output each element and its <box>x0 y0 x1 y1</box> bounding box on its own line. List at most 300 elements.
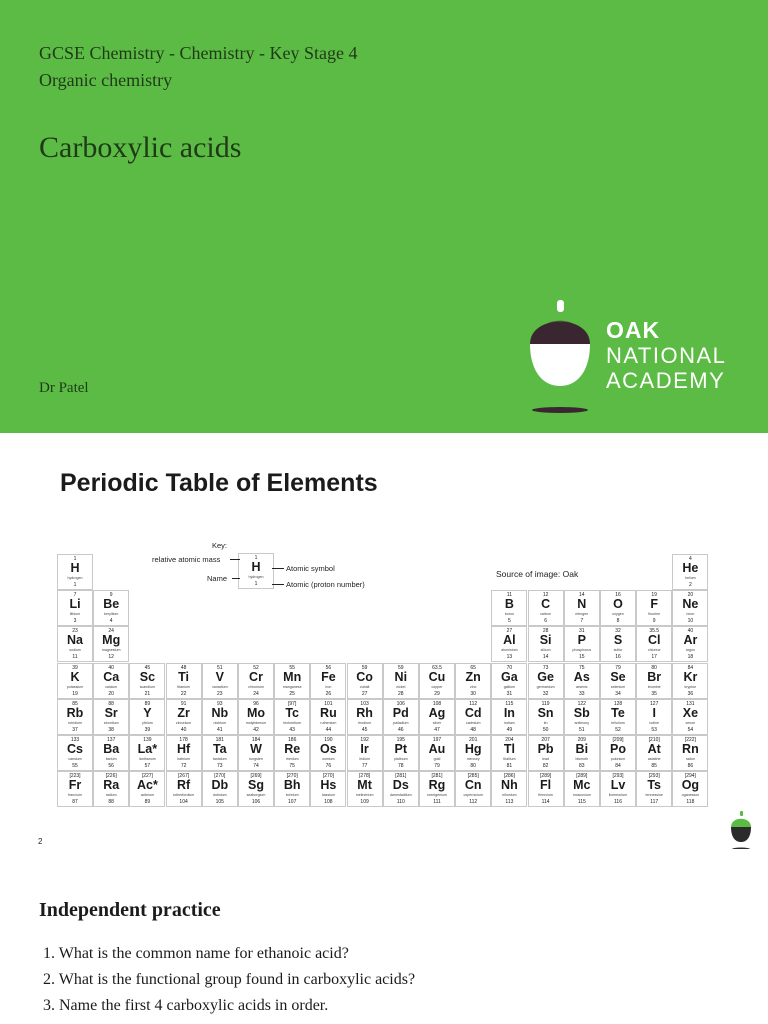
element-name: titanium <box>177 684 190 689</box>
course-label: GCSE Chemistry - Chemistry - Key Stage 4 <box>39 43 358 63</box>
element-name: antimony <box>574 720 590 725</box>
element-name: gold <box>433 757 441 761</box>
element-symbol: B <box>504 597 514 612</box>
element-number: 1 <box>73 582 77 588</box>
element-mass: 40 <box>108 664 114 671</box>
element-mass: [293] <box>648 773 660 780</box>
key-arrow-mass <box>230 559 240 560</box>
element-symbol: Sg <box>248 778 264 793</box>
element-mass: 28 <box>542 628 549 635</box>
logo-word-academy: ACADEMY <box>606 368 726 393</box>
element-name: mercury <box>466 757 480 761</box>
element-name: carbon <box>540 612 552 617</box>
element-symbol: Ni <box>394 669 408 684</box>
element-name: cobalt <box>359 684 370 689</box>
element-symbol: Cl <box>647 633 661 648</box>
element-symbol: Mg <box>102 633 121 648</box>
element-symbol: Ti <box>178 669 190 684</box>
element-mass: 11 <box>506 592 512 599</box>
element-cell <box>93 771 129 807</box>
element-symbol: Nb <box>211 705 229 720</box>
element-symbol: At <box>647 742 661 756</box>
element-mass: 59 <box>398 664 404 671</box>
element-name: molybdenum <box>245 720 267 725</box>
element-name: scandium <box>139 684 156 689</box>
element-cell <box>528 735 564 771</box>
element-mass: [210] <box>648 737 660 743</box>
element-cell <box>310 699 346 735</box>
element-number: 114 <box>541 799 550 806</box>
element-symbol: Fl <box>540 778 552 793</box>
element-name: lead <box>542 757 549 761</box>
element-cell <box>129 735 165 771</box>
element-cell <box>238 735 274 771</box>
element-symbol: Hg <box>464 742 482 756</box>
element-number: 75 <box>289 763 295 769</box>
element-mass: 128 <box>613 700 623 707</box>
element-name: silicon <box>540 648 551 653</box>
element-name: aluminium <box>501 648 518 653</box>
element-number: 10 <box>687 618 694 625</box>
element-cell <box>636 735 672 771</box>
image-source: Source of image: Oak <box>496 569 579 579</box>
element-cell <box>93 699 129 735</box>
element-symbol: Sr <box>104 705 118 720</box>
element-cell <box>600 626 636 662</box>
element-name: chlorine <box>647 648 661 653</box>
element-name: potassium <box>66 684 84 689</box>
element-number: 17 <box>651 654 657 661</box>
element-name: astatine <box>647 757 661 761</box>
element-name: selenium <box>610 684 626 689</box>
element-cell <box>564 663 600 699</box>
element-name: xenon <box>685 720 696 725</box>
element-number: 117 <box>650 799 659 806</box>
element-name: radon <box>685 757 695 761</box>
element-symbol: Mc <box>573 778 591 793</box>
key-example-cell <box>238 553 274 589</box>
element-name: copper <box>431 684 443 689</box>
element-number: 115 <box>577 799 586 806</box>
element-symbol: In <box>503 705 515 720</box>
element-symbol: Ca <box>103 669 120 684</box>
element-name: indium <box>504 720 515 725</box>
acorn-icon <box>528 300 592 414</box>
element-mass: 186 <box>288 737 297 743</box>
element-number: 50 <box>542 726 549 733</box>
element-number: 8 <box>616 618 620 625</box>
element-mass: 192 <box>360 737 369 743</box>
element-cell <box>528 626 564 662</box>
element-cell <box>564 735 600 771</box>
element-cell <box>672 699 708 735</box>
element-name: nihonium <box>502 793 517 798</box>
element-cell <box>672 663 708 699</box>
element-number: 29 <box>434 690 440 697</box>
element-mass: 80 <box>651 664 657 671</box>
element-name: francium <box>68 793 82 798</box>
element-name: tellurium <box>611 720 625 725</box>
element-number: 40 <box>180 726 187 733</box>
element-mass: 139 <box>143 737 152 743</box>
practice-heading: Independent practice <box>39 899 221 921</box>
element-symbol: Nh <box>501 778 518 793</box>
element-name: beryllium <box>103 612 119 617</box>
element-number: 32 <box>542 690 549 697</box>
element-cell <box>383 663 419 699</box>
element-mass: 207 <box>541 737 550 743</box>
element-number: 53 <box>651 726 657 733</box>
element-cell <box>166 735 202 771</box>
element-mass: [269] <box>250 773 262 780</box>
element-symbol: Db <box>211 778 229 793</box>
element-cell <box>600 699 636 735</box>
element-name: helium <box>685 576 696 580</box>
element-mass: [286] <box>503 773 515 780</box>
element-cell <box>672 735 708 771</box>
element-number: 57 <box>144 763 151 769</box>
element-symbol: V <box>215 669 224 684</box>
element-symbol: Sb <box>573 705 590 720</box>
element-cell <box>383 699 419 735</box>
element-number: 86 <box>687 763 694 769</box>
element-symbol: Fe <box>321 669 336 684</box>
element-mass: 85 <box>72 700 78 707</box>
element-mass: 16 <box>615 592 621 599</box>
element-name: iron <box>325 684 332 689</box>
element-mass: 20 <box>687 592 694 599</box>
element-name: arsenic <box>576 684 588 689</box>
element-mass: 73 <box>542 664 549 671</box>
element-symbol: Ba <box>103 742 120 756</box>
element-cell <box>455 699 491 735</box>
element-symbol: Ag <box>428 705 446 720</box>
element-number: 6 <box>544 618 547 625</box>
element-name: platinum <box>394 757 408 761</box>
element-name: actinium <box>140 793 155 798</box>
key-example-name: hydrogen <box>248 575 264 579</box>
element-symbol: Mt <box>357 778 372 793</box>
element-cell <box>455 771 491 807</box>
element-number: 82 <box>542 763 549 769</box>
element-name: technetium <box>283 720 301 725</box>
element-symbol: Hf <box>176 742 191 756</box>
element-number: 118 <box>686 799 695 806</box>
key-atomic-number-label: Atomic (proton number) <box>286 580 365 589</box>
element-mass: 45 <box>144 664 151 671</box>
element-cell <box>636 626 672 662</box>
element-symbol: Bh <box>283 778 301 793</box>
oak-logo-text <box>606 318 726 393</box>
element-mass: 119 <box>541 700 550 707</box>
element-number: 37 <box>72 726 78 733</box>
element-mass: [285] <box>467 773 479 780</box>
element-symbol: W <box>250 742 262 756</box>
element-name: rhodium <box>358 720 372 725</box>
element-number: 26 <box>325 690 332 697</box>
element-mass: [227] <box>141 773 153 780</box>
element-name: barium <box>105 757 117 761</box>
element-mass: [223] <box>69 773 81 780</box>
periodic-table-title: Periodic Table of Elements <box>60 469 378 497</box>
element-symbol: Br <box>647 669 662 684</box>
element-symbol: Pd <box>392 705 409 720</box>
element-cell <box>202 699 238 735</box>
element-symbol: F <box>650 597 658 612</box>
element-name: bohrium <box>285 793 299 798</box>
element-mass: [270] <box>214 773 226 780</box>
element-number: 78 <box>398 763 404 769</box>
element-mass: 127 <box>650 700 659 707</box>
element-number: 113 <box>505 799 514 806</box>
element-mass: 51 <box>217 664 223 671</box>
element-cell <box>274 699 310 735</box>
element-cell <box>129 771 165 807</box>
element-symbol: H <box>70 561 80 575</box>
practice-slide <box>0 849 768 1024</box>
element-cell <box>672 626 708 662</box>
element-cell <box>310 735 346 771</box>
element-symbol: Lv <box>610 778 626 793</box>
element-mass: 24 <box>108 628 114 635</box>
element-symbol: Cs <box>67 742 83 756</box>
element-mass: 190 <box>324 737 333 743</box>
element-number: 18 <box>687 654 694 661</box>
element-symbol: Cn <box>464 778 482 793</box>
element-cell <box>93 735 129 771</box>
element-symbol: N <box>577 597 587 612</box>
element-number: 56 <box>108 763 114 769</box>
element-symbol: Xe <box>682 705 699 720</box>
element-name: bromine <box>647 684 661 689</box>
element-symbol: Tc <box>285 705 300 720</box>
element-mass: 181 <box>215 737 224 743</box>
element-number: 54 <box>687 726 694 733</box>
element-symbol: As <box>573 669 590 684</box>
element-cell <box>202 771 238 807</box>
element-symbol: P <box>577 633 586 648</box>
periodic-table-slide <box>0 433 768 849</box>
element-symbol: Bi <box>575 742 589 756</box>
element-mass: 89 <box>144 700 151 707</box>
element-name: strontium <box>103 720 119 725</box>
element-number: 11 <box>72 654 78 661</box>
element-symbol: Y <box>143 705 152 720</box>
element-number: 13 <box>506 654 513 661</box>
element-symbol: I <box>652 705 656 720</box>
element-symbol: Rf <box>176 778 191 793</box>
element-cell <box>57 626 93 662</box>
element-number: 21 <box>144 690 151 697</box>
element-symbol: S <box>613 633 623 648</box>
element-cell <box>347 735 383 771</box>
element-symbol: Zr <box>177 705 190 720</box>
element-number: 72 <box>180 763 187 769</box>
key-relative-atomic-mass: relative atomic mass <box>152 555 221 564</box>
element-mass: 19 <box>651 592 657 599</box>
element-mass: 197 <box>432 737 442 743</box>
element-mass: 27 <box>506 628 513 635</box>
element-name: rubidium <box>68 720 82 725</box>
element-name: zirconium <box>175 720 192 725</box>
element-cell <box>600 735 636 771</box>
element-mass: [293] <box>612 773 624 780</box>
element-number: 111 <box>433 799 441 806</box>
element-number: 14 <box>542 654 549 661</box>
element-name: hassium <box>321 793 336 798</box>
element-mass: [270] <box>286 773 298 780</box>
element-name: palladium <box>393 720 409 725</box>
element-number: 15 <box>579 654 585 661</box>
element-mass: 63.5 <box>432 664 442 671</box>
element-cell <box>636 590 672 626</box>
element-cell <box>600 771 636 807</box>
element-cell <box>93 590 129 626</box>
element-mass: 84 <box>687 664 694 671</box>
element-number: 42 <box>253 726 259 733</box>
element-number: 24 <box>253 690 259 697</box>
element-number: 87 <box>72 799 78 806</box>
element-cell <box>528 699 564 735</box>
element-number: 43 <box>289 726 295 733</box>
key-arrow-symbol <box>272 568 284 569</box>
element-cell <box>491 626 527 662</box>
element-symbol: Mo <box>246 705 266 720</box>
logo-word-oak: OAK <box>606 317 661 343</box>
element-mass: 35.5 <box>649 628 660 635</box>
element-cell <box>57 590 93 626</box>
element-cell <box>310 663 346 699</box>
element-number: 88 <box>108 799 114 806</box>
element-number: 5 <box>508 618 511 625</box>
page-number: 2 <box>38 837 43 846</box>
element-cell <box>129 699 165 735</box>
element-number: 28 <box>398 690 404 697</box>
element-number: 25 <box>289 690 295 697</box>
element-symbol: Kr <box>683 669 698 684</box>
element-mass: [289] <box>540 773 552 780</box>
element-mass: 79 <box>615 664 621 671</box>
element-mass: 55 <box>289 664 295 671</box>
key-label: Key: <box>212 541 228 550</box>
element-mass: 101 <box>324 700 333 707</box>
element-number: 36 <box>687 690 694 697</box>
element-name: copernicium <box>463 793 483 798</box>
element-number: 20 <box>108 690 114 697</box>
element-number: 52 <box>615 726 621 733</box>
element-number: 44 <box>325 726 332 733</box>
element-name: lithium <box>69 612 81 617</box>
element-mass: 48 <box>180 664 187 671</box>
question-2: 2. What is the functional group found in carboxylic acids? <box>43 971 416 988</box>
element-number: 19 <box>72 690 78 697</box>
element-name: gallium <box>503 684 516 689</box>
element-number: 116 <box>614 799 622 806</box>
element-name: oxygen <box>612 612 624 617</box>
element-mass: 184 <box>251 737 261 743</box>
element-cell <box>274 771 310 807</box>
element-number: 108 <box>324 799 333 806</box>
element-name: sodium <box>69 648 81 653</box>
element-name: cadmium <box>465 720 481 725</box>
element-symbol: Al <box>503 633 516 648</box>
element-cell <box>672 590 708 626</box>
element-cell <box>419 771 455 807</box>
element-number: 112 <box>469 799 478 806</box>
element-symbol: Au <box>428 742 446 756</box>
element-name: yttrium <box>142 720 153 725</box>
element-cell <box>600 663 636 699</box>
element-name: dubnium <box>212 793 227 798</box>
element-symbol: Ts <box>647 778 662 793</box>
element-number: 34 <box>615 690 621 697</box>
element-name: phosphorus <box>572 648 592 653</box>
element-cell <box>57 735 93 771</box>
element-name: sulfur <box>613 648 623 653</box>
element-symbol: Rn <box>682 742 699 756</box>
element-cell <box>310 771 346 807</box>
element-cell <box>528 590 564 626</box>
element-mass: 32 <box>615 628 621 635</box>
element-name: zinc <box>469 684 477 689</box>
element-name: silver <box>432 720 442 725</box>
element-number: 105 <box>215 799 224 806</box>
element-name: rhenium <box>285 757 299 761</box>
element-symbol: Ar <box>683 633 698 648</box>
unit-label: Organic chemistry <box>39 70 173 90</box>
element-cell <box>419 735 455 771</box>
key-arrow-name <box>232 578 240 579</box>
element-cell <box>528 663 564 699</box>
element-cell <box>202 735 238 771</box>
element-mass: 12 <box>542 592 549 599</box>
element-cell <box>166 663 202 699</box>
element-number: 76 <box>325 763 332 769</box>
element-number: 38 <box>108 726 114 733</box>
element-name: nitrogen <box>575 612 589 617</box>
element-mass: 108 <box>432 700 442 707</box>
element-mass: 52 <box>253 664 259 671</box>
element-number: 4 <box>109 618 113 625</box>
element-symbol: Po <box>610 742 626 756</box>
element-number: 84 <box>615 763 621 769</box>
element-symbol: Ga <box>501 669 518 684</box>
element-symbol: Og <box>681 778 700 793</box>
element-number: 46 <box>398 726 404 733</box>
element-cell <box>491 771 527 807</box>
element-symbol: Ru <box>320 705 337 720</box>
element-cell <box>491 699 527 735</box>
element-symbol: O <box>613 597 623 612</box>
element-symbol: Li <box>69 597 81 612</box>
element-cell <box>419 663 455 699</box>
element-symbol: Rg <box>428 778 446 793</box>
element-number: 83 <box>579 763 585 769</box>
element-number: 35 <box>651 690 657 697</box>
element-mass: [267] <box>178 773 190 780</box>
element-symbol: Mn <box>283 669 302 684</box>
element-name: boron <box>504 612 514 617</box>
logo-word-national: NATIONAL <box>606 343 727 368</box>
element-name: calcium <box>105 684 118 689</box>
element-name: argon <box>685 648 695 653</box>
element-number: 110 <box>396 799 405 806</box>
element-number: 48 <box>470 726 476 733</box>
element-symbol: Ra <box>103 778 120 793</box>
element-symbol: Cu <box>428 669 446 684</box>
element-number: 33 <box>579 690 585 697</box>
element-symbol: Cr <box>249 669 263 684</box>
